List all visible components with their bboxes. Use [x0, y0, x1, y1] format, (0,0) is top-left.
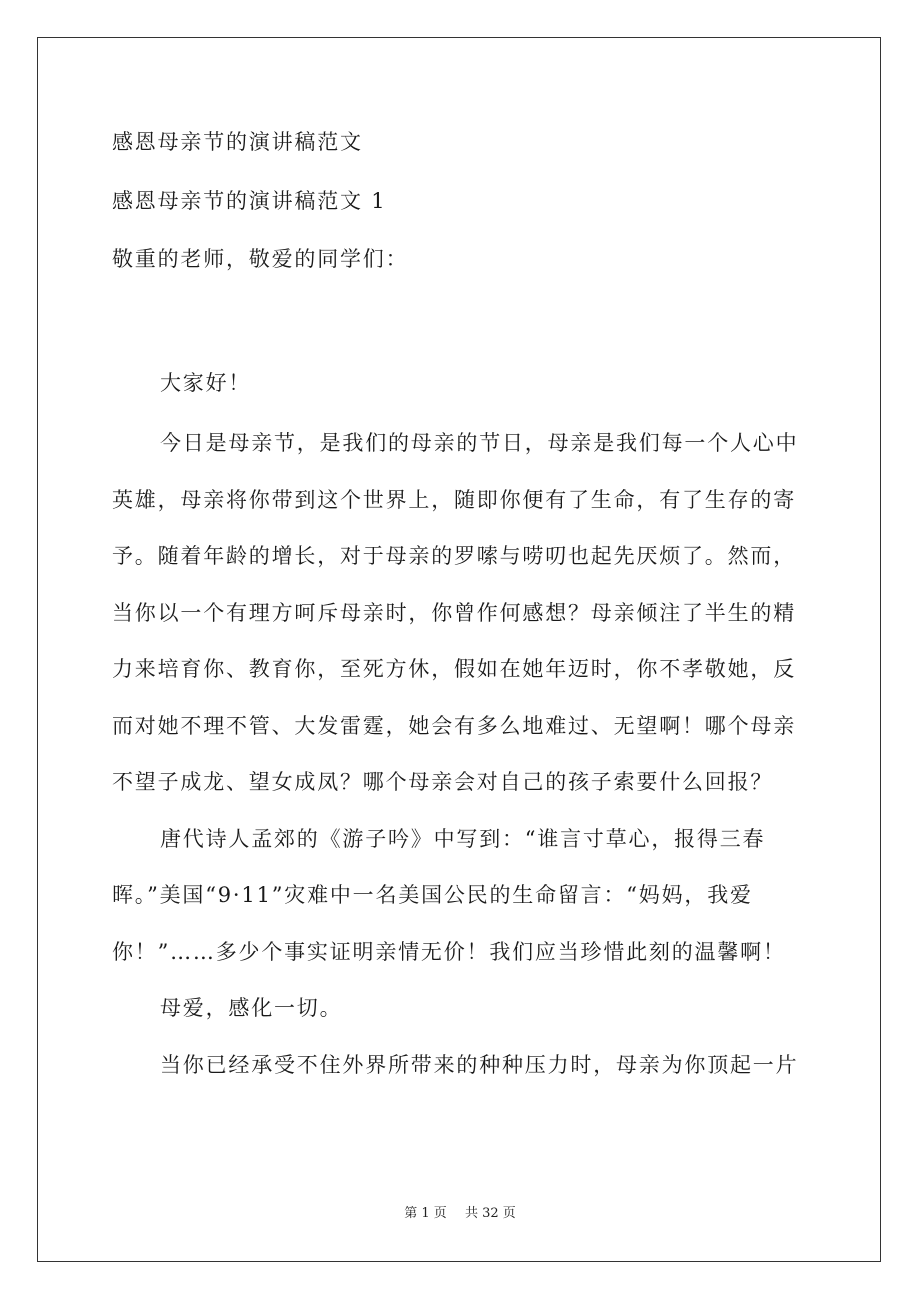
paragraph-line: 当你以一个有理方呵斥母亲时，你曾作何感想？母亲倾注了半生的精: [112, 601, 796, 625]
paragraph-line: 唐代诗人孟郊的《游子吟》中写到：“谁言寸草心，报得三春: [160, 827, 766, 851]
paragraph-line: 晖。”美国“9·11”灾难中一名美国公民的生命留言：“妈妈，我爱: [112, 883, 753, 907]
paragraph-line: 予。随着年龄的增长，对于母亲的罗嗦与唠叨也起先厌烦了。然而，: [112, 544, 796, 568]
paragraph-line: 而对她不理不管、大发雷霆，她会有多么地难过、无望啊！哪个母亲: [112, 714, 796, 738]
document-subtitle: 感恩母亲节的演讲稿范文 1: [112, 189, 387, 213]
paragraph-line: 母爱，感化一切。: [160, 996, 343, 1020]
page-footer: [0, 1205, 920, 1223]
paragraph-line: 英雄，母亲将你带到这个世界上，随即你便有了生命，有了生存的寄: [112, 488, 796, 512]
salutation: 敬重的老师，敬爱的同学们：: [112, 247, 409, 271]
document-title: 感恩母亲节的演讲稿范文: [112, 130, 363, 154]
page-number: 第 1 页: [404, 1206, 447, 1221]
greeting: 大家好！: [160, 371, 252, 395]
paragraph-line: 力来培育你、教育你，至死方休，假如在她年迈时，你不孝敬她，反: [112, 657, 796, 681]
page-total: 共 32 页: [464, 1206, 516, 1221]
paragraph-line: 今日是母亲节，是我们的母亲的节日，母亲是我们每一个人心中: [160, 431, 799, 455]
paragraph-line: 当你已经承受不住外界所带来的种种压力时，母亲为你顶起一片: [160, 1053, 799, 1077]
paragraph-line: 你！”……多少个事实证明亲情无价！我们应当珍惜此刻的温馨啊！: [112, 940, 786, 964]
paragraph-line: 不望子成龙、望女成凤？哪个母亲会对自己的孩子索要什么回报？: [112, 770, 774, 794]
